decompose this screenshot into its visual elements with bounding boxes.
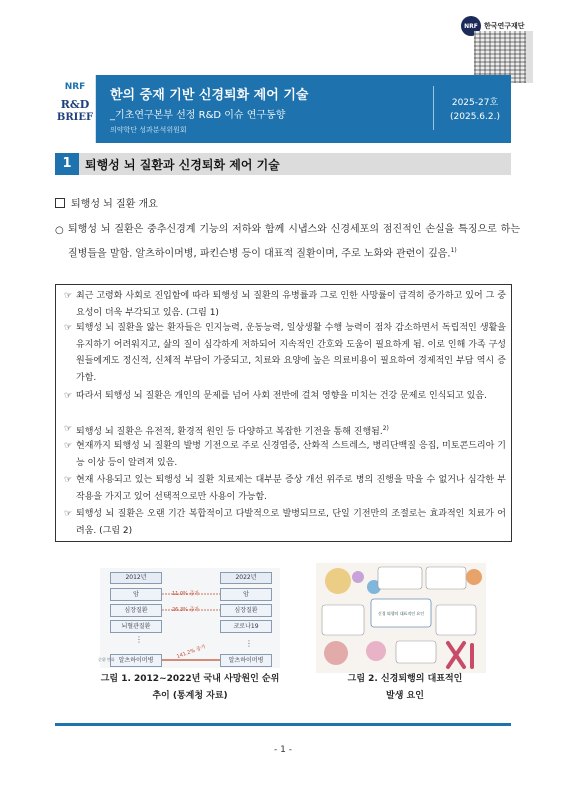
figure-1-caption: 그림 1. 2012~2022년 국내 사망원인 순위 추이 (통계청 자료) <box>100 674 280 701</box>
list-item: ☞ 최근 고령화 사회로 진입함에 따라 퇴행성 뇌 질환의 유병률과 그로 인한 사망률이 급격히 증가하고 있어 그 중요성이 더욱 부각되고 있음. (그림 1) <box>64 288 506 321</box>
intro-text: 퇴행성 뇌 질환은 중추신경계 기능의 저하와 함께 시냅스와 신경세포의 점진적인 손실을 특징으로 하는 질병들을 말함. 알츠하이머병, 파킨슨병 등이 대표적 질환이며, 주로 노화와 관련이 깊음. <box>68 224 520 259</box>
fig1-arrows <box>100 568 280 668</box>
list-item: ☞ 퇴행성 뇌 질환은 유전적, 환경적 원인 등 다양하고 복잡한 기전을 통해 진행됨.$^{2)}$ <box>64 421 506 441</box>
section-title: 퇴행성 뇌 질환과 신경퇴화 제어 기술 <box>85 158 280 172</box>
qr-side-strip <box>526 31 533 83</box>
fig1-pct-label: 26.3% 증가 <box>172 607 200 613</box>
brief-logo-rd: R&D <box>60 98 90 111</box>
list-item: ☞ 현재까지 퇴행성 뇌 질환의 발병 기전으로 주로 신경염증, 산화적 스트레스, 병리단백질 응집, 미토콘드리아 기능 이상 등이 알려져 있음. <box>64 438 506 471</box>
fig1-pct-label: 11.0% 증가 <box>172 591 200 597</box>
issue-date: (2025.6.2.) <box>450 112 500 122</box>
subheading-text: 퇴행성 뇌 질환 개요 <box>71 199 158 210</box>
fig1-left-item: 심장질환 <box>110 604 162 617</box>
checkbox-square-icon <box>55 198 65 208</box>
fig1-left-item: 알츠하이머병 <box>110 654 162 667</box>
org-logo-icon: NRF <box>461 16 481 36</box>
header-divider <box>433 86 434 130</box>
pointing-hand-icon: ☞ <box>64 291 73 301</box>
subheading <box>55 195 158 210</box>
fig1-header-2012: 2012년 <box>110 572 162 584</box>
brief-logo-brief: BRIEF <box>56 112 94 123</box>
fig1-right-item: 코로나19 <box>220 620 272 633</box>
list-item: ☞ 따라서 퇴행성 뇌 질환은 개인의 문제를 넘어 사회 전반에 걸쳐 영향을 미치는 건강 문제로 인식되고 있음. <box>64 388 506 405</box>
issue-number: 2025-27호 <box>451 98 499 108</box>
figure-2-caption: 그림 2. 신경퇴행의 대표적인 발생 요인 <box>347 674 463 701</box>
fig1-header-2022: 2022년 <box>220 572 272 584</box>
fig1-right-item: 심장질환 <box>220 604 272 617</box>
fig2-illustration <box>316 563 486 673</box>
page-number: - 1 - <box>274 745 292 755</box>
pointing-hand-icon: ☞ <box>64 441 73 451</box>
fig1-side-label: 순위 변화 <box>98 657 115 662</box>
footnote-ref: 2) <box>382 425 389 432</box>
fig2-center-label: 신경 퇴행의 대표적인 요인 <box>377 611 425 616</box>
pointing-hand-icon: ☞ <box>64 475 73 485</box>
list-item: ☞ 퇴행성 뇌 질환을 앓는 환자들은 인지능력, 운동능력, 일상생활 수행 능력이 점차 감소하면서 독립적인 생활을 유지하기 어려워지고, 삶의 질이 심각하게 저하되어 지속적인 간호와 도움이 필요하게 됨. 이로 인해 가족 구성원들에게도 정신적, 신체적 부담이 가중되고, 치료와 요양에 높은 의료비용이 필요하여 경제적인 부담 역시 증가함. <box>64 320 506 386</box>
footer-rule <box>55 723 511 726</box>
fig1-pct-label: 141.2% 증가 <box>176 643 207 660</box>
svg-text:⋮: ⋮ <box>245 639 253 648</box>
pointing-hand-icon: ☞ <box>64 424 73 434</box>
section-number: 1 <box>55 153 79 175</box>
figure-2-neurodegeneration-factors <box>316 563 486 673</box>
list-item: ☞ 현재 사용되고 있는 퇴행성 뇌 질환 치료제는 대부분 증상 개선 위주로 병의 진행을 막을 수 없거나 심각한 부작용을 가지고 있어 선택적으로만 사용이 가능함. <box>64 472 506 505</box>
figure-1-death-rank-chart <box>100 568 280 668</box>
fig1-right-item: 암 <box>220 588 272 601</box>
org-name: 한국연구재단 <box>484 22 525 30</box>
fig1-right-item: 알츠하이머병 <box>220 654 272 667</box>
pointing-hand-icon: ☞ <box>64 391 73 401</box>
svg-text:⋮: ⋮ <box>135 635 143 644</box>
circle-bullet-icon: ○ <box>55 225 64 236</box>
footnote-ref: 1) <box>450 246 457 254</box>
fig1-left-item: 뇌혈관질환 <box>110 620 162 633</box>
publisher-org: 의약학단 성과분석위원회 <box>110 126 187 134</box>
page-subtitle: _기초연구본부 선정 R&D 이슈 연구동향 <box>110 110 286 121</box>
pointing-hand-icon: ☞ <box>64 509 73 519</box>
fig1-left-item: 암 <box>110 588 162 601</box>
brief-logo-nrf: NRF <box>64 82 86 92</box>
page-title: 한의 중재 기반 신경퇴화 제어 기술 <box>110 88 309 103</box>
intro-paragraph <box>68 220 520 264</box>
list-item: ☞ 퇴행성 뇌 질환은 오랜 기간 복합적이고 다발적으로 발병되므로, 단일 기전만의 조절로는 효과적인 치료가 어려움. (그림 2) <box>64 506 506 539</box>
pointing-hand-icon: ☞ <box>64 323 73 333</box>
